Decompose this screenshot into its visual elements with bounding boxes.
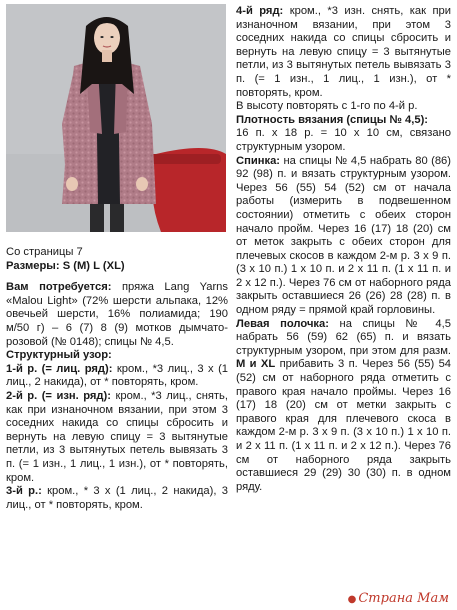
back-text: на спицы № 4,5 набрать 80 (86) 92 (98) п. и вязать структурным узором. Через 56 (55) 54 (52) см от начала работы (измерить в подвешенном состоянии) отметить с обеих сторон начало пройм. Через 16 (17) 18 (20) см от меток закрыть с обеих сторон для плечевых скосов в каждом 2-м р. 3 х 9 п. (3 х 10 п.) 1 х 10 п. и 2 х 11 п. (1 х 11 п. и 2 х 12 п.). Через 76 см от наборного ряда закрыть оставшиеся 26 (26) 28 (28) п. в одном ряду = прямой край горловины. [236,154,451,317]
row3-text: кром., * 3 х (1 лиц., 2 накида), 3 лиц., от * повторять, кром. [6,485,229,511]
back-paragraph [236,155,451,318]
sizes-value: S (M) L (XL) [62,259,125,272]
front-label: Левая полочка: [236,317,329,330]
right-column [236,5,451,494]
left-column [6,246,228,512]
materials-paragraph [6,281,228,349]
pattern-heading: Структурный узор: [6,349,112,362]
front-text-b: прибавить 3 п. Через 56 (55) 54 (52) см от наборного ряда отметить с правого края начало проймы. Через 16 (17) 18 (20) см от метки закрыть с правого края для плечевого скоса в каждом 2-м р. 3 х 9 п. (3 х 10 п.) 1 х 10 п. и 2 х 11 п. (1 х 11 п. и 2 х 12 п.). Через 76 см от наборного ряда закрыть оставшиеся 29 (29) 30 (30) п. в одном ряду. [236,358,452,493]
row4-label: 4-й ряд: [236,5,284,17]
back-label: Спинка: [236,154,281,167]
watermark-text: Страна Мам [358,591,449,606]
materials-label: Вам потребуется: [6,281,112,294]
watermark-dot-icon: ● [347,594,357,605]
front-text-a: на спицы № 4,5 набрать 56 (59) 62 (65) п. и вязать структурным узором, при этом для разм. [236,317,451,357]
sizes-label: Размеры: [6,259,60,272]
front-sizes: M и XL [236,358,276,371]
row2-label: 2-й р. (= изн. ряд): [6,389,111,402]
sizes-line [6,260,228,274]
front-paragraph [236,318,451,495]
row2-paragraph [6,390,228,485]
row4-text: кром., *3 изн. снять, как при изнаночном вязании, при этом 3 соседних накида со спицы сбросить и вернуть на левую спицу = 3 вытянутые петли, из 3 вытянутых петель вывязать 3 п. (= 1 изн., 1 лиц., 1 изн.), от * повторять, кром. [236,5,451,99]
model-photo [6,4,226,232]
row3-paragraph [6,485,228,512]
row1-text: кром., *3 лиц., 3 х (1 лиц., 2 накида), от * повторять, кром. [6,362,229,389]
source-line: Со страницы 7 [6,246,83,258]
gauge-label: Плотность вязания (спицы № 4,5): [236,113,429,126]
repeat-line: В высоту повторять с 1-го по 4-й р. [236,100,418,113]
gauge-text: 16 п. х 18 р. = 10 х 10 см, связано структурным узором. [236,127,451,153]
watermark-logo [348,591,449,606]
materials-text: пряжа Lang Yarns «Malou Light» (72% шерсти альпака, 12% овечьей шерсти, 16% полиамида; 190 м/50 г) – 6 (7) 8 (9) мотков дымчато-розовой (№ 0148); спицы № 4,5. [6,281,228,348]
row1-paragraph [6,363,228,390]
row1-label: 1-й р. (= лиц. ряд): [6,362,113,375]
row3-label: 3-й р.: [6,485,42,498]
row4-paragraph [236,5,451,100]
row2-text: кром., *3 лиц., снять, как при изнаночном вязании, при этом 3 соседних накида со спицы сбросить и вернуть на левую спицу = 3 вытянутые петли, из 3 вытянутых петель вывязать 3 п. (= 1 изн., 1 лиц., 1 изн.), от * повторять, кром. [6,389,228,484]
model-illustration [6,4,226,232]
